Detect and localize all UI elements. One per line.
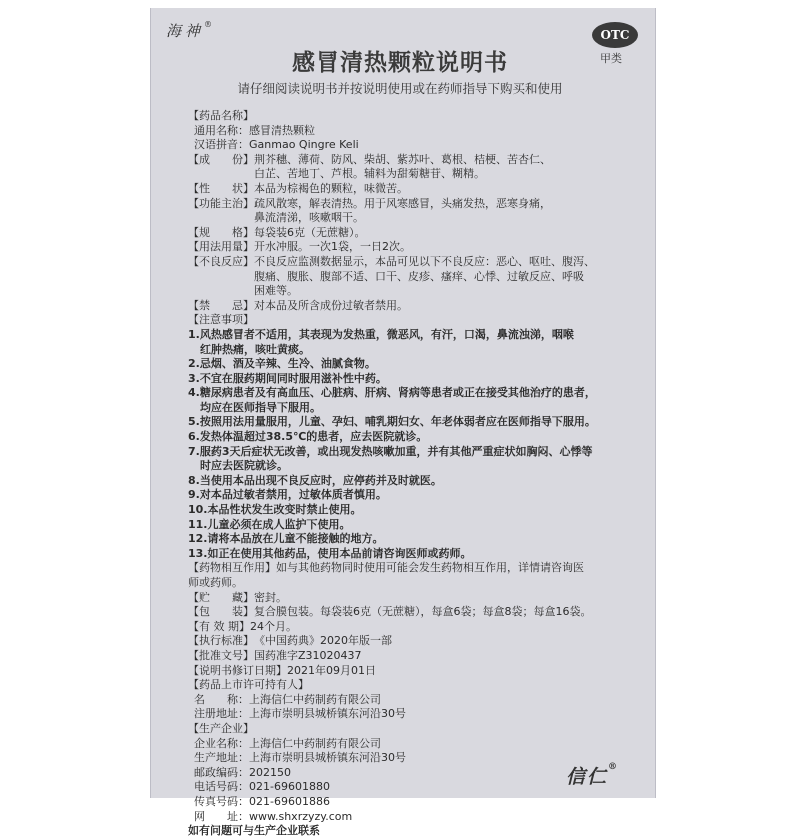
spec-section — [188, 226, 648, 241]
standard-text: 《中国药典》2020年版一部 — [254, 634, 392, 648]
indications-section — [188, 197, 648, 226]
brand-logo — [166, 20, 216, 41]
note-line: 4.糖尿病患者及有高血压、心脏病、肝病、肾病等患者或正在接受其他治疗的患者， — [188, 386, 596, 400]
indications-label: 【功能主治】 — [188, 196, 254, 210]
note-item — [188, 386, 648, 415]
interactions-line: 师或药师。 — [188, 576, 243, 589]
brand-registered-mark: ® — [204, 20, 217, 29]
drug-name-header: 【药品名称】 — [188, 109, 254, 122]
package-text: 复合膜包装。每袋装6克（无蔗糖），每盒6袋；每盒8袋；每盒16袋。 — [254, 605, 592, 619]
interactions-line: 如与其他药物同时使用可能会发生药物相互作用，详情请咨询医 — [276, 561, 584, 575]
character-label: 【性 状】 — [188, 181, 254, 195]
note-line: 13.如正在使用其他药品，使用本品前请咨询医师或药师。 — [188, 546, 472, 560]
holder-address: 注册地址：上海市崇明县城桥镇东河沿30号 — [194, 707, 406, 721]
notes-section — [188, 313, 648, 561]
usage-text: 开水冲服。一次1袋，一日2次。 — [254, 240, 411, 254]
storage-text: 密封。 — [254, 590, 287, 604]
manufacturer-name: 企业名称：上海信仁中药制药有限公司 — [194, 736, 381, 750]
note-item — [188, 445, 648, 474]
note-item — [188, 532, 648, 547]
approval-text: 国药准字Z31020437 — [254, 648, 362, 662]
seal-registered-mark: ® — [608, 762, 620, 772]
note-line: 均应在医师指导下服用。 — [200, 400, 321, 414]
footer-contact-note: 如有问题可与生产企业联系 — [188, 824, 320, 838]
adverse-line: 不良反应监测数据显示，本品可见以下不良反应：恶心、呕吐、腹泻、 — [254, 254, 595, 268]
adverse-section — [188, 255, 648, 299]
adverse-line: 困难等。 — [254, 284, 298, 298]
manufacturer-address: 生产地址：上海市崇明县城桥镇东河沿30号 — [194, 751, 406, 765]
validity-section — [188, 620, 648, 635]
indications-line: 疏风散寒，解表清热。用于风寒感冒，头痛发热，恶寒身痛， — [254, 196, 551, 210]
note-line: 10.本品性状发生改变时禁止使用。 — [188, 503, 362, 517]
package-section — [188, 605, 648, 620]
interactions-label: 【药物相互作用】 — [188, 561, 276, 575]
contra-label: 【禁 忌】 — [188, 298, 254, 312]
revision-text: 2021年09月01日 — [287, 663, 376, 677]
manufacturer-header: 【生产企业】 — [188, 721, 254, 735]
note-item — [188, 328, 648, 357]
usage-section — [188, 240, 648, 255]
note-item — [188, 357, 648, 372]
adverse-line: 腹痛、腹胀、腹部不适、口干、皮疹、瘙痒、心悸、过敏反应、呼吸 — [254, 269, 584, 283]
manufacturer-postcode: 邮政编码：202150 — [194, 765, 291, 779]
ingredients-label: 【成 份】 — [188, 152, 254, 166]
otc-badge: OTC — [592, 22, 638, 48]
note-line: 6.发热体温超过38.5℃的患者，应去医院就诊。 — [188, 430, 428, 444]
spec-text: 每袋装6克（无蔗糖）。 — [254, 225, 366, 239]
note-item — [188, 474, 648, 489]
note-item — [188, 518, 648, 533]
otc-category: 甲类 — [600, 52, 622, 65]
storage-section — [188, 591, 648, 606]
spec-label: 【规 格】 — [188, 225, 254, 239]
page-title: 感冒清热颗粒说明书 — [292, 50, 508, 76]
manufacturer-fax: 传真号码：021-69601886 — [194, 794, 330, 808]
package-label: 【包 装】 — [188, 605, 254, 619]
ingredients-line: 白芷、苦地丁、芦根。辅料为甜菊糖苷、糊精。 — [254, 167, 485, 181]
adverse-label: 【不良反应】 — [188, 254, 254, 268]
usage-label: 【用法用量】 — [188, 240, 254, 254]
indications-line: 鼻流清涕，咳嗽咽干。 — [254, 211, 364, 225]
standard-section — [188, 634, 648, 649]
approval-section — [188, 649, 648, 664]
storage-label: 【贮 藏】 — [188, 590, 254, 604]
brand-logo-text: 海神 — [166, 22, 205, 40]
character-section — [188, 182, 648, 197]
approval-label: 【批准文号】 — [188, 648, 254, 662]
note-line: 8.当使用本品出现不良反应时，应停药并及时就医。 — [188, 473, 442, 487]
interactions-section — [188, 561, 648, 576]
contra-text: 对本品及所含成份过敏者禁用。 — [254, 298, 408, 312]
note-line: 11.儿童必须在成人监护下使用。 — [188, 517, 351, 531]
manufacturer-phone: 电话号码：021-69601880 — [194, 780, 330, 794]
note-line: 3.不宜在服药期间同时服用滋补性中药。 — [188, 371, 387, 385]
note-item — [188, 415, 648, 430]
company-seal-logo — [566, 762, 619, 789]
revision-label: 【说明书修订日期】 — [188, 663, 287, 677]
note-item — [188, 488, 648, 503]
note-line: 12.请将本品放在儿童不能接触的地方。 — [188, 532, 384, 546]
note-item — [188, 547, 648, 562]
note-line: 5.按照用法用量服用，儿童、孕妇、哺乳期妇女、年老体弱者应在医师指导下服用。 — [188, 415, 596, 429]
validity-label: 【有 效 期】 — [188, 619, 250, 633]
note-line: 时应去医院就诊。 — [200, 459, 288, 473]
ingredients-section — [188, 153, 648, 182]
character-text: 本品为棕褐色的颗粒，味微苦。 — [254, 181, 408, 195]
generic-name: 通用名称：感冒清热颗粒 — [194, 123, 315, 137]
validity-text: 24个月。 — [250, 619, 297, 633]
note-line: 9.对本品过敏者禁用，过敏体质者慎用。 — [188, 488, 387, 502]
page-subtitle: 请仔细阅读说明书并按说明使用或在药师指导下购买和使用 — [237, 81, 563, 96]
notes-header: 【注意事项】 — [188, 313, 254, 327]
holder-name: 名 称：上海信仁中药制药有限公司 — [194, 692, 381, 706]
standard-label: 【执行标准】 — [188, 634, 254, 648]
contra-section — [188, 299, 648, 314]
seal-text: 信仁 — [566, 766, 609, 788]
revision-section — [188, 664, 648, 679]
note-line: 7.服药3天后症状无改善，或出现发热咳嗽加重，并有其他严重症状如胸闷、心悸等 — [188, 444, 593, 458]
note-line: 红肿热痛，咳吐黄痰。 — [200, 342, 310, 356]
pinyin-name: 汉语拼音：Ganmao Qingre Keli — [194, 138, 359, 152]
note-item — [188, 430, 648, 445]
note-item — [188, 503, 648, 518]
note-item — [188, 372, 648, 387]
note-line: 2.忌烟、酒及辛辣、生冷、油腻食物。 — [188, 357, 376, 371]
manufacturer-website: 网 址：www.shxrzyzy.com — [194, 809, 353, 823]
note-line: 1.风热感冒者不适用，其表现为发热重，微恶风，有汗，口渴，鼻流浊涕，咽喉 — [188, 327, 574, 341]
ingredients-line: 荆芥穗、薄荷、防风、柴胡、紫苏叶、葛根、桔梗、苦杏仁、 — [254, 152, 551, 166]
holder-header: 【药品上市许可持有人】 — [188, 678, 309, 692]
leaflet-content — [188, 109, 648, 839]
